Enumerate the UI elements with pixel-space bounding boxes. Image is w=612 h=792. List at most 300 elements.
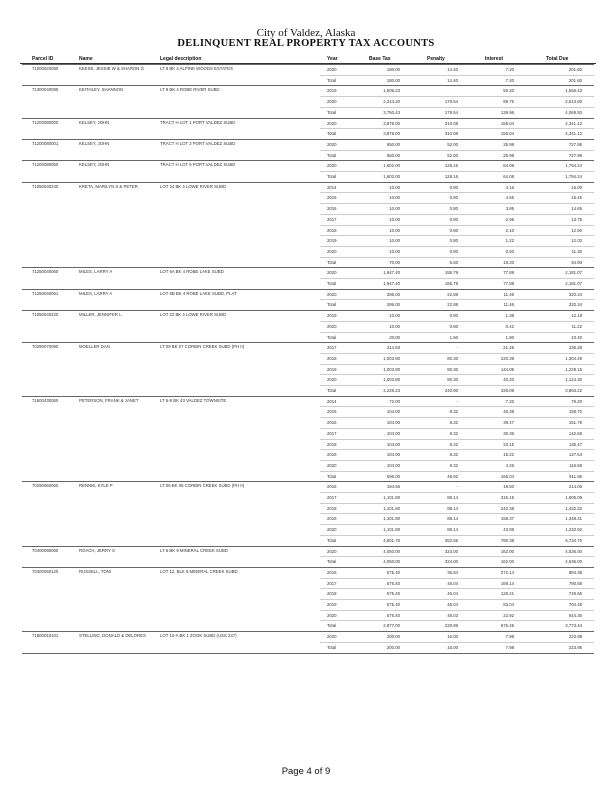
total-due-cell: 1,228.15: [565, 366, 582, 372]
total-due-cell: 1,304.49: [565, 355, 582, 361]
year-cell: 2020: [327, 323, 337, 329]
penalty-cell: 155.79: [444, 281, 458, 286]
year-cell: Total: [327, 281, 337, 286]
row-separator: [320, 203, 594, 204]
year-cell: 2019: [327, 88, 337, 94]
base-tax-cell: 10.00: [389, 206, 400, 212]
year-cell: Total: [327, 644, 337, 650]
year-cell: 2016: [327, 420, 337, 426]
base-tax-cell: 180.00: [386, 77, 400, 83]
penalty-cell: 52.00: [447, 152, 458, 158]
year-cell: 2019: [327, 366, 337, 372]
year-cell: 2018: [327, 505, 337, 511]
interest-cell: 1.80: [505, 334, 514, 340]
owner-name: STELLING, DONALD & DELORES: [79, 633, 146, 639]
interest-cell: 64.08: [503, 174, 514, 179]
total-due-cell: 3,773.44: [565, 623, 582, 629]
penalty-cell: 46.04: [447, 602, 458, 607]
total-due-cell: 2,513.50: [565, 99, 582, 105]
legal-description: TRACT H LOT 1 PORT VALDEZ SUBD: [160, 119, 236, 125]
legal-description: LT 8 BK 4 ROBE RIVER SUBD: [160, 87, 220, 93]
total-due-cell: 15.45: [571, 195, 582, 201]
penalty-cell: 46.03: [447, 612, 458, 618]
row-separator: [320, 171, 594, 172]
total-due-cell: 127.54: [568, 452, 582, 458]
interest-cell: 21.45: [503, 345, 514, 351]
total-due-cell: 4,341.12: [565, 131, 582, 137]
total-due-cell: 116.58: [569, 462, 582, 468]
year-cell: 2016: [327, 484, 337, 490]
account-separator: [22, 85, 594, 86]
parcel-id: 70290060060: [32, 483, 59, 489]
total-due-cell: 727.98: [568, 141, 582, 147]
base-tax-cell: 1,602.00: [383, 174, 400, 179]
year-cell: Total: [327, 559, 337, 565]
base-tax-cell: 72.00: [389, 398, 400, 404]
parcel-id: 71200080060: [32, 162, 59, 168]
total-due-cell: 790.58: [568, 580, 582, 586]
row-separator: [320, 192, 594, 193]
page-number: Page 4 of 9: [281, 766, 331, 777]
year-cell: 2020: [327, 527, 337, 533]
year-cell: 2015: [327, 409, 337, 415]
interest-cell: 220.39: [500, 355, 514, 361]
row-separator: [320, 235, 594, 236]
penalty-cell: 0.80: [449, 216, 458, 222]
base-tax-cell: 3,876.00: [383, 120, 400, 126]
col-name: Name: [79, 56, 93, 62]
base-tax-cell: 10.00: [389, 195, 400, 201]
total-due-cell: 12.90: [571, 227, 582, 233]
total-due-cell: 1,556.43: [565, 88, 582, 94]
owner-name: KELSEY, JOHN: [79, 119, 110, 125]
total-due-cell: 236.28: [568, 345, 582, 351]
parcel-id: 70400050120: [32, 568, 59, 574]
base-tax-cell: 575.40: [386, 602, 400, 607]
owner-name: KELSEY, JOHN: [79, 140, 110, 146]
interest-cell: 30.36: [503, 430, 514, 436]
total-due-cell: 1,233.92: [565, 527, 582, 533]
total-due-cell: 4,341.12: [565, 120, 582, 126]
parcel-id: 71300040080: [32, 87, 59, 93]
base-tax-cell: 4,601.76: [383, 537, 400, 543]
interest-cell: 426.09: [500, 388, 514, 393]
legal-description: LOT 6A BK 4 ROBE LAKE SUBD: [160, 269, 224, 275]
parcel-id: 70290070090: [32, 344, 59, 350]
year-cell: 2020: [327, 291, 337, 297]
penalty-cell: 128.16: [444, 163, 458, 169]
row-separator: [320, 107, 594, 108]
total-due-cell: 1,794.24: [565, 163, 582, 169]
row-separator: [320, 225, 594, 226]
account-separator: [22, 289, 594, 290]
col-penalty: Penalty: [427, 56, 445, 62]
year-cell: Total: [327, 174, 337, 179]
account-separator: [22, 182, 594, 183]
interest-cell: 19.33: [503, 259, 514, 265]
penalty-cell: 88.14: [447, 516, 458, 522]
row-separator: [320, 588, 594, 589]
base-tax-cell: 4,050.00: [383, 548, 400, 554]
base-tax-cell: 10.00: [389, 227, 400, 233]
col-year: Year: [327, 56, 338, 62]
row-separator: [320, 278, 594, 279]
row-separator: [320, 96, 594, 97]
interest-cell: 7.98: [505, 634, 514, 640]
interest-cell: 158.37: [500, 516, 514, 522]
base-tax-cell: 2,877.00: [383, 623, 400, 629]
interest-cell: 77.88: [503, 270, 514, 276]
account-separator: [22, 546, 594, 547]
base-tax-cell: 214.83: [386, 345, 400, 351]
interest-cell: 46.38: [503, 409, 514, 415]
base-tax-cell: 20.00: [389, 334, 400, 340]
interest-cell: 169.14: [500, 580, 514, 586]
penalty-cell: 240.90: [444, 388, 458, 393]
penalty-cell: 8.32: [449, 420, 458, 426]
interest-cell: 316.15: [500, 495, 514, 500]
row-separator: [320, 299, 594, 300]
base-tax-cell: 1,101.80: [383, 516, 400, 522]
year-cell: 2014: [327, 398, 337, 404]
year-cell: 2017: [327, 345, 337, 351]
legal-description: LOT 6B BK 4 ROBE LAKE SUBD, PLAT: [160, 290, 237, 296]
year-cell: 2017: [327, 495, 337, 500]
penalty-cell: 0.80: [449, 206, 458, 212]
account-separator: [22, 64, 594, 65]
year-cell: 2020: [327, 377, 337, 383]
row-separator: [320, 332, 594, 333]
parcel-id: 71200080001: [32, 140, 59, 146]
year-cell: 2020: [327, 163, 337, 169]
base-tax-cell: 575.40: [386, 580, 400, 586]
legal-description: LOT 10-A BK 1 ZOOK SUBD (USS 247): [160, 633, 237, 639]
year-cell: 2014: [327, 184, 337, 190]
penalty-cell: 88.14: [447, 527, 458, 533]
base-tax-cell: 650.00: [386, 152, 400, 158]
base-tax-cell: 1,101.80: [383, 495, 400, 500]
col-parcel-id: Parcel ID: [32, 56, 54, 62]
legal-description: LT 8 BK 2 ALPINE WOODS ESTATES: [160, 66, 233, 71]
year-cell: 2018: [327, 355, 337, 361]
base-tax-cell: 3,876.00: [383, 131, 400, 137]
owner-name: RUSSELL, TONI: [79, 568, 112, 574]
account-separator: [22, 342, 594, 343]
interest-cell: 11.46: [503, 302, 514, 308]
owner-name: RENNIE, KYLE P: [79, 483, 113, 489]
penalty-cell: 22.88: [447, 291, 458, 297]
account-separator: [22, 631, 594, 632]
total-due-cell: 94.93: [571, 259, 582, 265]
parcel-id: 70400090060: [32, 547, 59, 553]
penalty-cell: 8.32: [449, 452, 458, 458]
penalty-cell: 0.80: [449, 238, 458, 244]
year-cell: 2020: [327, 99, 337, 105]
penalty-cell: 324.00: [444, 548, 458, 554]
total-due-cell: 704.48: [568, 602, 582, 607]
year-cell: 2017: [327, 580, 337, 586]
interest-cell: 89.76: [503, 99, 514, 105]
col-base-tax: Base Tax: [369, 56, 391, 62]
total-due-cell: 151.79: [568, 420, 582, 426]
penalty-cell: 80.30: [447, 355, 458, 361]
col-legal-description: Legal description: [160, 56, 202, 62]
base-tax-cell: 575.40: [386, 569, 400, 575]
year-cell: 2020: [327, 462, 337, 468]
penalty-cell: 155.79: [444, 270, 458, 276]
penalty-cell: 352.56: [444, 537, 458, 543]
row-separator: [320, 321, 594, 322]
row-separator: [320, 428, 594, 429]
base-tax-cell: 194.56: [386, 484, 400, 490]
total-due-cell: 158.70: [568, 409, 582, 415]
owner-name: MILLER, JENNIFER L: [79, 312, 122, 318]
penalty-cell: 14.40: [447, 77, 458, 83]
owner-name: MILES, LARRY A: [79, 269, 113, 275]
year-cell: 2018: [327, 441, 337, 447]
penalty-cell: 80.30: [447, 377, 458, 383]
interest-cell: 19.50: [503, 484, 514, 490]
interest-cell: 128.21: [500, 591, 514, 597]
total-due-cell: 1,124.30: [565, 377, 582, 383]
row-separator: [320, 599, 594, 600]
interest-cell: 162.00: [500, 548, 514, 554]
penalty-cell: 179.54: [444, 99, 458, 105]
interest-cell: 1.22: [505, 238, 514, 244]
interest-cell: 166.04: [500, 473, 514, 479]
document-title: DELINQUENT REAL PROPERTY TAX ACCOUNTS: [177, 38, 435, 49]
base-tax-cell: 696.00: [386, 473, 400, 479]
interest-cell: 22.92: [503, 612, 514, 618]
interest-cell: 11.46: [503, 291, 514, 297]
legal-description: LT 6 BK 9 MINERAL CREEK SUBD: [160, 547, 228, 553]
year-cell: 2019: [327, 516, 337, 522]
base-tax-cell: 2,244.20: [383, 99, 400, 105]
interest-cell: 2.10: [505, 227, 514, 233]
base-tax-cell: 104.00: [386, 409, 400, 415]
year-cell: Total: [327, 152, 337, 158]
penalty-cell: 0.80: [449, 195, 458, 201]
year-cell: 2018: [327, 591, 337, 597]
base-tax-cell: 1,602.00: [383, 163, 400, 169]
total-due-cell: 644.35: [568, 612, 582, 618]
row-separator: [320, 257, 594, 258]
year-cell: 2017: [327, 430, 337, 436]
total-due-cell: 223.98: [568, 634, 582, 640]
total-due-cell: 201.60: [568, 67, 582, 72]
penalty-cell: 0.80: [449, 248, 458, 254]
year-cell: 2020: [327, 141, 337, 147]
base-tax-cell: 1,506.23: [383, 88, 400, 94]
penalty-cell: 0.80: [449, 227, 458, 233]
parcel-id: 71250040061: [32, 290, 59, 296]
interest-cell: 7.98: [505, 644, 514, 650]
legal-description: LOT 22 BK 4 LOWE RIVER SUBD: [160, 312, 227, 318]
row-separator: [320, 417, 594, 418]
penalty-cell: 36.84: [447, 569, 458, 575]
penalty-cell: 8.32: [449, 462, 458, 468]
legal-description: TRACT H LOT 2 PORT VALDEZ SUBD: [160, 140, 236, 146]
parcel-id: 71050040220: [32, 312, 59, 318]
total-due-cell: 320.34: [568, 291, 582, 297]
row-separator: [320, 406, 594, 407]
parcel-id: 71200080000: [32, 119, 59, 125]
owner-name: KRETA, MARILYN S & PETER: [79, 183, 138, 189]
base-tax-cell: 10.00: [389, 184, 400, 190]
base-tax-cell: 650.00: [386, 141, 400, 147]
interest-cell: 25.98: [503, 141, 514, 147]
penalty-cell: 128.16: [444, 174, 458, 179]
interest-cell: 40.20: [503, 377, 514, 383]
base-tax-cell: 200.00: [386, 644, 400, 650]
base-tax-cell: 70.00: [389, 259, 400, 265]
owner-name: MOELLER DAN: [79, 344, 110, 350]
interest-cell: 23.15: [503, 441, 514, 447]
owner-name: KEESE, JESSIE W & SHARON G: [79, 66, 144, 71]
year-cell: Total: [327, 302, 337, 308]
year-cell: 2016: [327, 569, 337, 575]
row-separator: [320, 492, 594, 493]
base-tax-cell: 1,003.80: [383, 366, 400, 372]
penalty-cell: 0.80: [449, 313, 458, 319]
base-tax-cell: 286.00: [386, 291, 400, 297]
row-separator: [320, 374, 594, 375]
total-due-cell: 911.96: [569, 473, 582, 479]
legal-description: LT 06 BK 06 CORBIN CREEK SUBD (PH II): [160, 483, 245, 489]
interest-cell: 15.22: [503, 452, 514, 458]
base-tax-cell: 10.00: [389, 313, 400, 319]
account-separator: [22, 396, 594, 397]
row-separator: [320, 364, 594, 365]
penalty-cell: 310.08: [444, 120, 458, 126]
col-total-due: Total Due: [546, 56, 569, 62]
penalty-cell: 46.04: [447, 591, 458, 597]
total-due-cell: 749.65: [568, 591, 582, 597]
year-cell: 2020: [327, 67, 337, 72]
account-separator: [22, 267, 594, 268]
base-tax-cell: 1,101.80: [383, 527, 400, 533]
total-due-cell: 12.18: [571, 313, 582, 319]
account-separator: [22, 160, 594, 161]
interest-cell: 50.20: [503, 88, 514, 94]
row-separator: [320, 642, 594, 643]
total-due-cell: 5,734.70: [565, 537, 582, 543]
account-separator: [22, 310, 594, 311]
owner-name: KEITHLEY, SHANNON: [79, 87, 124, 93]
total-due-cell: 884.38: [568, 569, 582, 575]
year-cell: Total: [327, 131, 337, 137]
penalty-cell: 8.32: [449, 441, 458, 447]
penalty-cell: 8.32: [449, 430, 458, 436]
base-tax-cell: 1,947.40: [383, 281, 400, 286]
penalty-cell: 22.88: [447, 302, 458, 308]
city-heading: City of Valdez, Alaska: [256, 27, 356, 39]
interest-cell: 155.04: [500, 131, 514, 137]
total-due-cell: 13.75: [571, 216, 582, 222]
total-due-cell: 11.22: [571, 323, 582, 329]
total-due-cell: 4,069.93: [565, 109, 582, 115]
row-separator: [320, 150, 594, 151]
interest-cell: 144.05: [500, 366, 514, 372]
year-cell: 2020: [327, 548, 337, 554]
total-due-cell: 12.02: [571, 238, 582, 244]
penalty-cell: 16.00: [447, 634, 458, 640]
year-cell: Total: [327, 473, 337, 479]
row-separator: [320, 578, 594, 579]
interest-cell: 4.26: [505, 462, 514, 468]
year-cell: 2015: [327, 195, 337, 201]
interest-cell: 0.50: [505, 248, 514, 254]
interest-cell: 7.20: [505, 67, 514, 72]
base-tax-cell: 4,050.00: [383, 559, 400, 565]
base-tax-cell: 104.00: [386, 462, 400, 468]
penalty-cell: 46.04: [447, 580, 458, 586]
table-end-rule: [22, 653, 594, 654]
interest-cell: 4.16: [505, 184, 514, 190]
total-due-cell: 15.00: [571, 184, 582, 190]
base-tax-cell: 1,101.80: [383, 505, 400, 511]
total-due-cell: 1,506.09: [565, 495, 582, 500]
total-due-cell: 142.68: [568, 430, 582, 436]
total-due-cell: 23.40: [571, 334, 582, 340]
account-separator: [22, 139, 594, 140]
base-tax-cell: 1,003.80: [383, 377, 400, 383]
interest-cell: 2.95: [505, 216, 514, 222]
row-separator: [320, 246, 594, 247]
penalty-cell: 5.60: [449, 259, 458, 265]
interest-cell: 43.98: [503, 527, 514, 533]
penalty-cell: 220.99: [444, 623, 458, 629]
year-cell: 2017: [327, 216, 337, 222]
legal-description: LOT 24 BK 4 LOWE RIVER SUBD: [160, 183, 227, 189]
total-due-cell: 1,348.31: [565, 516, 582, 522]
base-tax-cell: 104.00: [386, 430, 400, 436]
owner-name: MILES, LARRY A: [79, 290, 113, 296]
row-separator: [320, 214, 594, 215]
row-separator: [320, 513, 594, 514]
base-tax-cell: 104.00: [386, 441, 400, 447]
base-tax-cell: 10.00: [389, 216, 400, 222]
total-due-cell: 135.47: [568, 441, 582, 447]
penalty-cell: 324.00: [444, 559, 458, 565]
year-cell: 2019: [327, 602, 337, 607]
row-separator: [320, 620, 594, 621]
row-separator: [320, 353, 594, 354]
penalty-cell: 88.14: [447, 495, 458, 500]
parcel-id: 71500430060: [32, 397, 59, 403]
row-separator: [320, 556, 594, 557]
year-cell: 2019: [327, 452, 337, 458]
total-due-cell: 201.60: [568, 77, 582, 83]
interest-cell: 7.20: [505, 398, 514, 404]
interest-cell: 242.38: [500, 505, 514, 511]
total-due-cell: 214.06: [568, 484, 582, 490]
total-due-cell: 4,536.00: [565, 559, 582, 565]
penalty-cell: 0.80: [449, 184, 458, 190]
base-tax-cell: 10.00: [389, 323, 400, 329]
owner-name: ROACH, JERRY S: [79, 547, 115, 553]
row-separator: [320, 385, 594, 386]
base-tax-cell: 3,750.43: [383, 109, 400, 115]
interest-cell: 7.20: [505, 77, 514, 83]
parcel-id: 71050040240: [32, 183, 59, 189]
year-cell: Total: [327, 388, 337, 393]
year-cell: 2020: [327, 120, 337, 126]
account-separator: [22, 481, 594, 482]
penalty-cell: -: [456, 484, 458, 490]
row-separator: [320, 439, 594, 440]
base-tax-cell: 286.00: [386, 302, 400, 308]
